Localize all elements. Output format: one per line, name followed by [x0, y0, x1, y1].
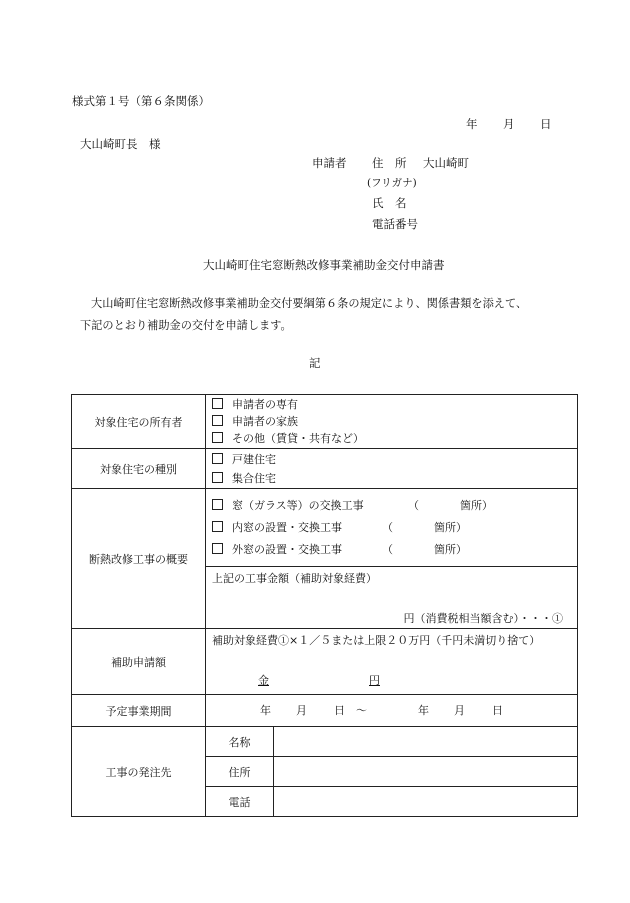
type-options — [206, 449, 578, 489]
period-start-year: 年 — [260, 704, 271, 717]
subsidy-label: 補助申請額 — [72, 629, 206, 695]
phone-label: 電話番号 — [372, 217, 418, 231]
checkbox-icon[interactable] — [212, 521, 223, 532]
owner-option-text: その他（賃貸・共有など） — [232, 432, 364, 445]
work-option-unit: 箇所） — [434, 542, 467, 556]
work-cost-suffix: 円（消費税相当額含む）・・・① — [403, 612, 563, 625]
work-option-paren: （ — [382, 520, 393, 534]
subsidy-row — [72, 629, 578, 695]
work-option-paren: （ — [408, 498, 419, 512]
subsidy-amount — [258, 675, 388, 686]
work-option[interactable] — [206, 495, 577, 517]
work-option-text: 外窓の設置・交換工事 — [232, 542, 342, 556]
contractor-phone-label: 電話 — [206, 787, 274, 817]
work-option-unit: 箇所） — [460, 498, 493, 512]
date-year: 年 — [466, 117, 478, 131]
owner-option[interactable] — [206, 396, 577, 413]
period-end-day: 日 — [492, 704, 503, 717]
address-value: 大山崎町 — [423, 156, 469, 170]
period-end-month: 月 — [454, 704, 465, 717]
owner-option-text: 申請者の専有 — [232, 398, 298, 411]
contractor-name-label: 名称 — [206, 727, 274, 757]
date-month: 月 — [503, 117, 515, 131]
period-end-year: 年 — [418, 704, 429, 717]
work-options — [206, 489, 578, 567]
checkbox-icon[interactable] — [212, 415, 223, 426]
work-option[interactable] — [206, 517, 577, 539]
period-row — [72, 695, 578, 727]
contractor-address-label: 住所 — [206, 757, 274, 787]
contractor-address-field[interactable] — [274, 757, 578, 787]
checkbox-icon[interactable] — [212, 453, 223, 464]
document-title: 大山崎町住宅窓断熱改修事業補助金交付申請書 — [203, 258, 445, 272]
date-day: 日 — [540, 117, 552, 131]
period-start-day: 日 — [334, 704, 345, 717]
work-option-unit: 箇所） — [434, 520, 467, 534]
form-number: 様式第１号（第６条関係） — [72, 94, 210, 108]
period-start-month: 月 — [296, 704, 307, 717]
type-label: 対象住宅の種別 — [72, 449, 206, 489]
subsidy-formula: 補助対象経費①×１／５または上限２０万円（千円未満切り捨て） — [212, 634, 541, 647]
subsidy-amount-suffix: 円 — [369, 674, 380, 687]
work-cost-cell[interactable] — [206, 567, 578, 629]
checkbox-icon[interactable] — [212, 499, 223, 510]
contractor-label: 工事の発注先 — [72, 727, 206, 817]
work-cost-label: 上記の工事金額（補助対象経費） — [212, 572, 377, 585]
type-option-text: 集合住宅 — [232, 471, 276, 485]
work-option-paren: （ — [382, 542, 393, 556]
furigana-label: (フリガナ) — [367, 177, 417, 189]
subsidy-amount-prefix: 金 — [258, 674, 269, 687]
checkbox-icon[interactable] — [212, 432, 223, 443]
period-sep: ～ — [356, 704, 367, 717]
work-option-text: 窓（ガラス等）の交換工事 — [232, 498, 364, 512]
address-label: 住 所 — [372, 156, 407, 170]
intro-line-1: 大山崎町住宅窓断熱改修事業補助金交付要綱第６条の規定により、関係書類を添えて、 — [91, 297, 528, 310]
owner-option[interactable] — [206, 430, 577, 447]
period-cell[interactable] — [206, 695, 578, 727]
type-option[interactable] — [206, 450, 577, 469]
subsidy-cell[interactable] — [206, 629, 578, 695]
work-row — [72, 489, 578, 567]
owner-option[interactable] — [206, 413, 577, 430]
owner-label: 対象住宅の所有者 — [72, 395, 206, 449]
work-option[interactable] — [206, 539, 577, 561]
applicant-label: 申請者 — [312, 156, 347, 170]
work-option-text: 内窓の設置・交換工事 — [232, 520, 342, 534]
contractor-row — [72, 727, 578, 757]
application-table — [71, 394, 578, 817]
owner-options — [206, 395, 578, 449]
owner-row — [72, 395, 578, 449]
contractor-phone-field[interactable] — [274, 787, 578, 817]
checkbox-icon[interactable] — [212, 472, 223, 483]
work-label: 断熱改修工事の概要 — [72, 489, 206, 629]
ki-heading: 記 — [309, 356, 321, 370]
period-label: 予定事業期間 — [72, 695, 206, 727]
type-option[interactable] — [206, 469, 577, 488]
checkbox-icon[interactable] — [212, 398, 223, 409]
name-label: 氏 名 — [372, 196, 407, 210]
checkbox-icon[interactable] — [212, 543, 223, 554]
intro-line-2: 下記のとおり補助金の交付を申請します。 — [80, 319, 292, 332]
type-option-text: 戸建住宅 — [232, 452, 276, 466]
type-row — [72, 449, 578, 489]
owner-option-text: 申請者の家族 — [232, 415, 298, 428]
addressee: 大山崎町長 様 — [80, 137, 161, 151]
contractor-name-field[interactable] — [274, 727, 578, 757]
